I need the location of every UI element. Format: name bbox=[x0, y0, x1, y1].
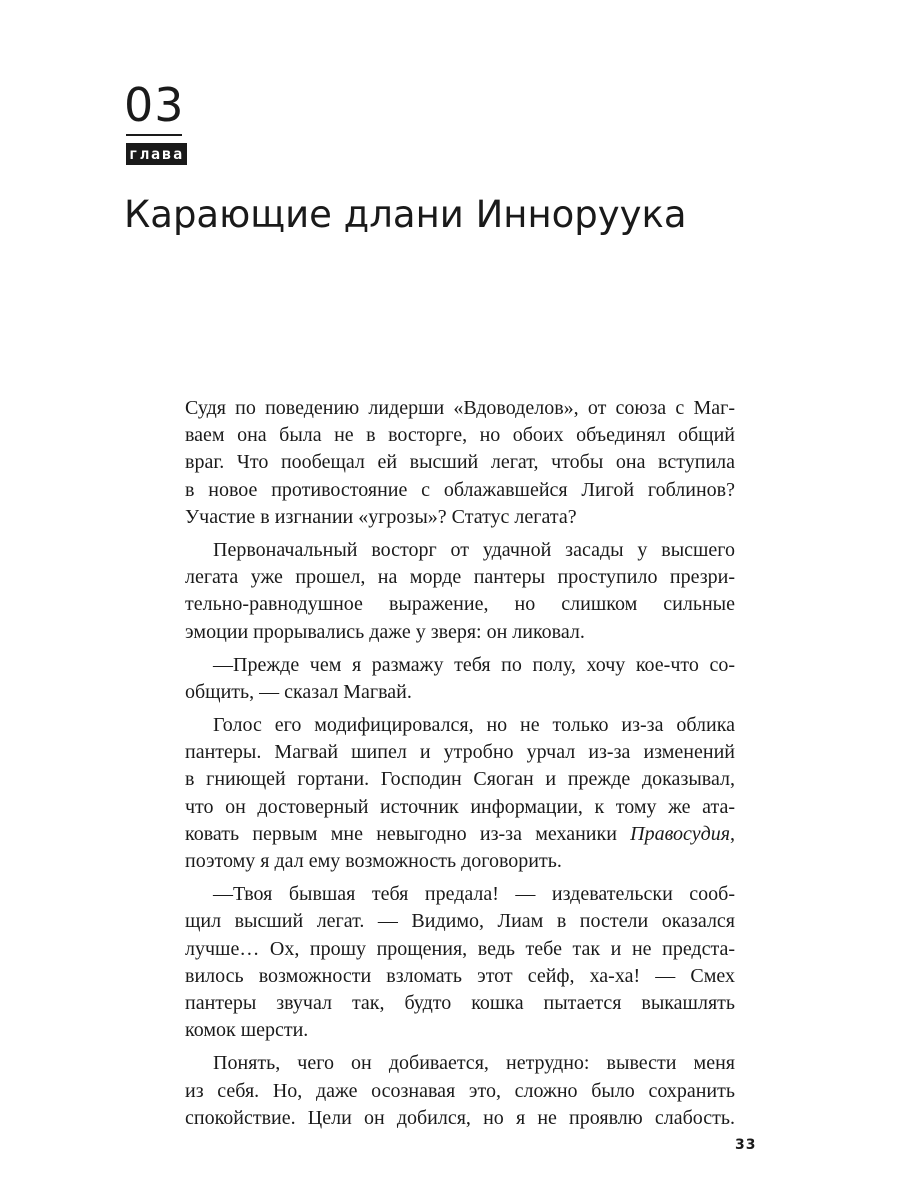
line-text: в гниющей гортани. Господин Сяоган и прежде доказывал, bbox=[185, 768, 735, 791]
paragraph-first-line bbox=[185, 537, 735, 564]
line-text: —Твоя бывшая тебя предала! — издевательски сооб- bbox=[213, 883, 735, 906]
paragraph-line bbox=[185, 422, 735, 449]
paragraph-line bbox=[185, 990, 735, 1017]
paragraph-line bbox=[185, 564, 735, 591]
chapter-label: глава bbox=[126, 143, 187, 165]
chapter-title: Карающие длани Инноруука bbox=[124, 193, 687, 236]
line-text: общить, — сказал Магвай. bbox=[185, 680, 412, 703]
paragraph-line bbox=[185, 591, 735, 618]
line-text: из себя. Но, даже осознавая это, сложно было сохранить bbox=[185, 1079, 735, 1102]
paragraph-first-line bbox=[185, 395, 735, 422]
line-text: эмоции прорывались даже у зверя: он ликовал. bbox=[185, 620, 585, 643]
paragraph-line bbox=[185, 504, 735, 531]
page-number: 33 bbox=[735, 1137, 757, 1153]
chapter-rule bbox=[126, 134, 182, 136]
paragraph-line bbox=[185, 821, 735, 848]
line-text: легата уже прошел, на морде пантеры проступило презри- bbox=[185, 566, 735, 589]
line-text: пантеры звучал так, будто кошка пытается выкашлять bbox=[185, 991, 735, 1014]
line-text: Голос его модифицировался, но не только из-за облика bbox=[213, 714, 735, 737]
paragraph-line bbox=[185, 679, 735, 706]
paragraph-line bbox=[185, 619, 735, 646]
line-text: Судя по поведению лидерши «Вдоводелов», от союза с Маг- bbox=[185, 397, 735, 419]
line-text: —Прежде чем я размажу тебя по полу, хочу кое-что со- bbox=[213, 653, 735, 676]
paragraph-first-line bbox=[185, 712, 735, 739]
paragraph-line bbox=[185, 848, 735, 875]
line-text: щил высший легат. — Видимо, Лиам в постели оказался bbox=[185, 910, 735, 933]
line-text: поэтому я дал ему возможность договорить. bbox=[185, 850, 562, 872]
paragraph-line bbox=[185, 477, 735, 504]
paragraph-first-line bbox=[185, 881, 735, 908]
chapter-number: 03 bbox=[124, 78, 185, 132]
line-text: спокойствие. Цели он добился, но я не проявлю слабость. bbox=[185, 1106, 735, 1129]
paragraph-line bbox=[185, 1078, 735, 1105]
paragraph-line bbox=[185, 1017, 735, 1044]
line-text: тельно-равнодушное выражение, но слишком сильные bbox=[185, 593, 735, 616]
paragraph-first-line bbox=[185, 652, 735, 679]
line-text: Участие в изгнании «угрозы»? Статус легата? bbox=[185, 505, 577, 528]
line-text: Первоначальный восторг от удачной засады у высшего bbox=[213, 538, 735, 561]
line-text: ваем она была не в восторге, но обоих объединял общий bbox=[185, 424, 735, 447]
paragraph-line bbox=[185, 794, 735, 821]
italic-term: Правосудия bbox=[630, 822, 730, 845]
line-text: пантеры. Магвай шипел и утробно урчал из-за изменений bbox=[185, 741, 735, 764]
paragraph-line bbox=[185, 963, 735, 990]
line-text: комок шерсти. bbox=[185, 1019, 309, 1042]
line-text: лучше… Ох, прошу прощения, ведь тебе так и не предста- bbox=[185, 937, 735, 960]
paragraph-line bbox=[185, 936, 735, 963]
paragraph-line bbox=[185, 1105, 735, 1132]
paragraph-line bbox=[185, 908, 735, 935]
line-text: Понять, чего он добивается, нетрудно: вывести меня bbox=[213, 1052, 735, 1075]
line-text: враг. Что пообещал ей высший легат, чтобы она вступила bbox=[185, 451, 735, 474]
line-text: в новое противостояние с облажавшейся Лигой гоблинов? bbox=[185, 478, 735, 501]
paragraph-line bbox=[185, 766, 735, 793]
paragraph-line bbox=[185, 739, 735, 766]
paragraph-line bbox=[185, 449, 735, 476]
line-text: что он достоверный источник информации, к тому же ата- bbox=[185, 795, 735, 818]
body-text bbox=[185, 395, 735, 1132]
line-text: ковать первым мне невыгодно из-за механики bbox=[185, 822, 631, 845]
line-text: вилось возможности взломать этот сейф, ха-ха! — Смех bbox=[185, 964, 735, 987]
paragraph-first-line bbox=[185, 1050, 735, 1077]
line-tail: , bbox=[730, 822, 735, 845]
